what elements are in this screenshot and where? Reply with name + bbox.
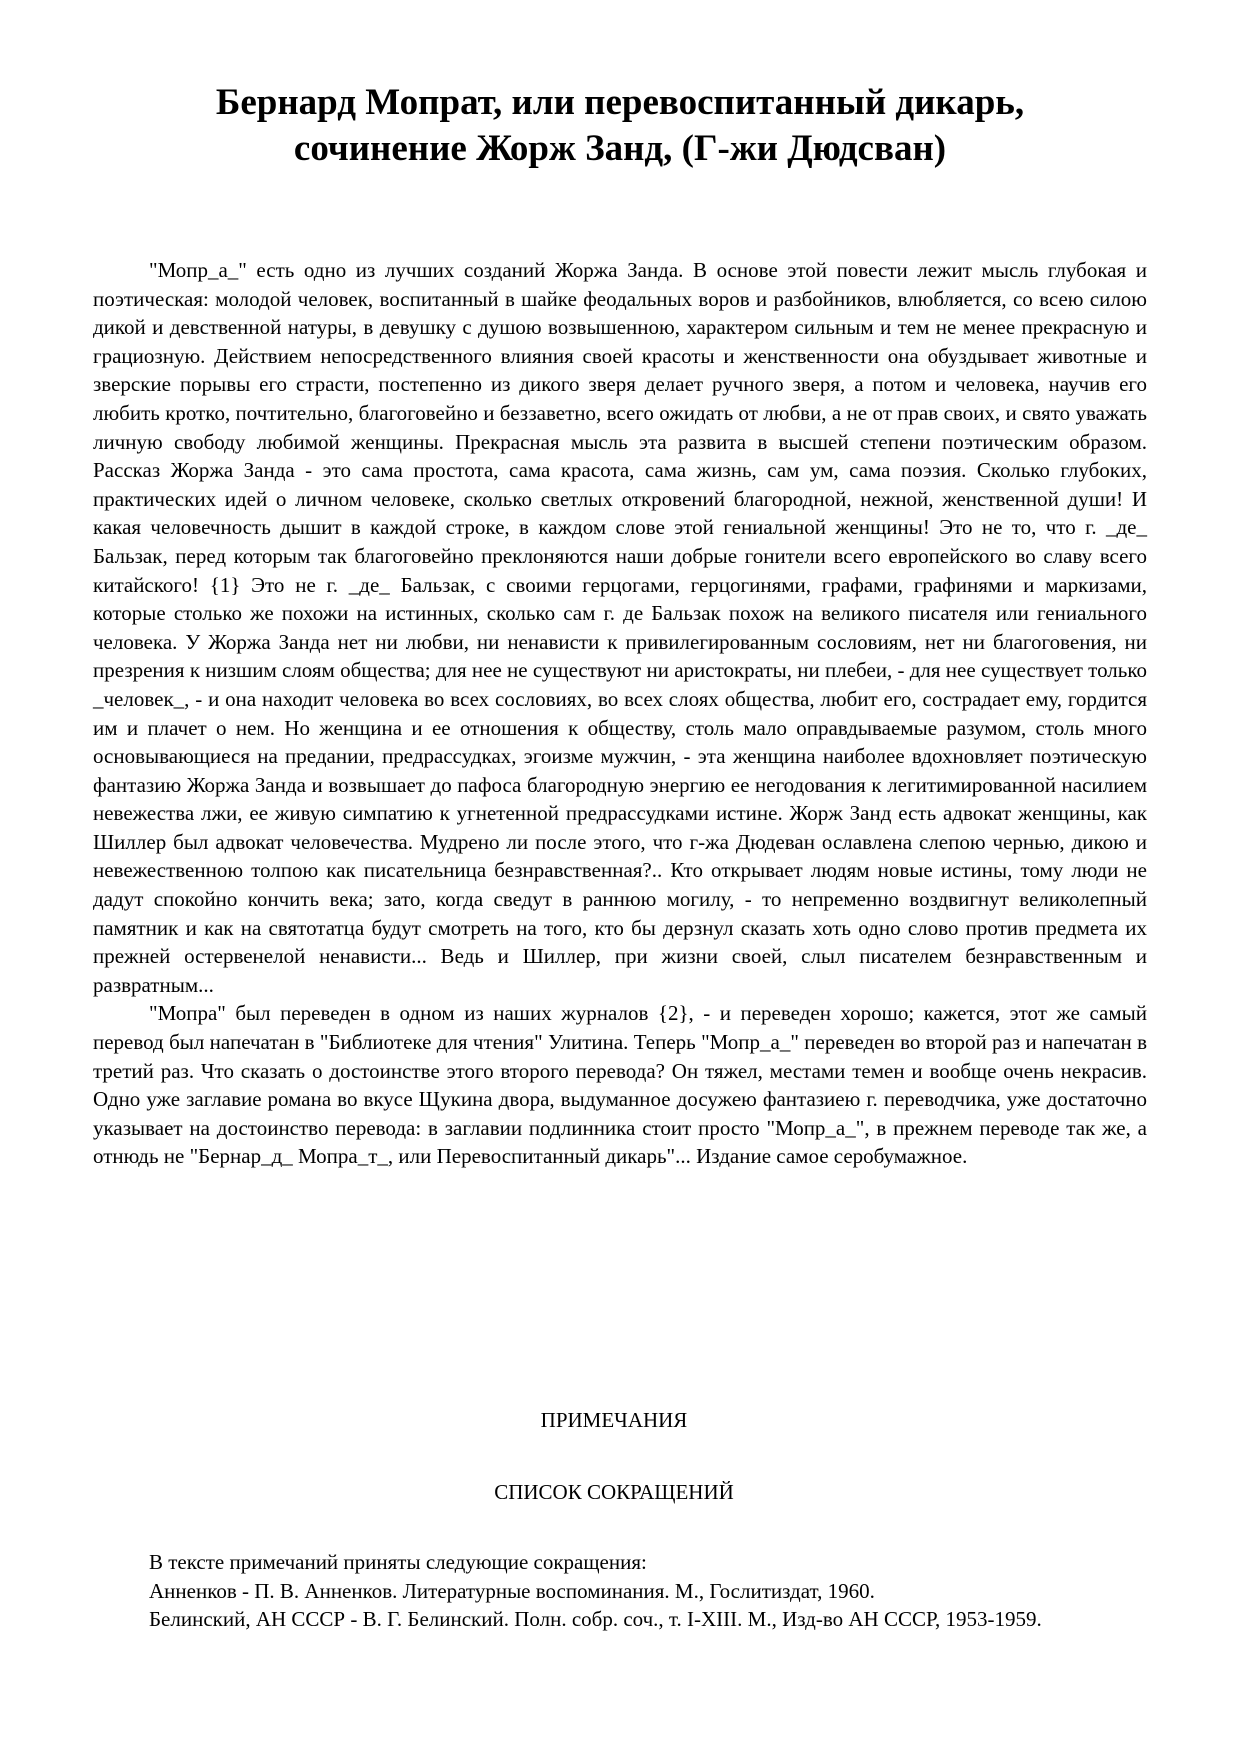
- title-line-2: сочинение Жорж Занд, (Г-жи Дюдсван): [293, 128, 947, 169]
- abbreviations-heading: СПИСОК СОКРАЩЕНИЙ: [494, 1480, 734, 1504]
- page-title: [93, 80, 1147, 172]
- abbreviations-list: [93, 1548, 1147, 1634]
- article-body: [93, 256, 1147, 1171]
- title-line-1: Бернард Мопрат, или перевоспитанный дикарь,: [215, 82, 1025, 123]
- abbreviation-item: Анненков - П. В. Анненков. Литературные воспоминания. М., Гослитиздат, 1960.: [149, 1578, 875, 1603]
- notes-heading: ПРИМЕЧАНИЯ: [540, 1408, 688, 1432]
- body-paragraph-2: "Мопра" был переведен в одном из наших журналов {2}, - и переведен хорошо; кажется, этот же самый перевод был напечатан в "Библиотеке для чтения" Улитина. Теперь "Мопр_а_" переведен во второй раз и напечатан в третий раз. Что сказать о достоинстве этого второго перевода? Он тяжел, местами темен и вообще очень некрасив. Одно уже заглавие романа во вкусе Щукина двора, выдуманное досужею фантазиею г. переводчика, уже достаточно указывает на достоинство перевода: в заглавии подлинника стоит просто "Мопр_а_", в прежнем переводе так же, а отнюдь не "Бернар_д_ Мопра_т_, или Перевоспитанный дикарь"... Издание самое серобумажное.: [93, 1001, 1147, 1169]
- abbreviation-item: Белинский, АН СССР - В. Г. Белинский. Полн. собр. соч., т. I-XIII. М., Изд-во АН СССР, 1953-1959.: [149, 1607, 1042, 1632]
- body-paragraph-1: "Мопр_а_" есть одно из лучших созданий Жоржа Занда. В основе этой повести лежит мысль глубокая и поэтическая: молодой человек, воспитанный в шайке феодальных воров и разбойников, влюбляется, со всею силою дикой и девственной натуры, в девушку с душою возвышенною, характером сильным и тем не менее прекрасную и грациозную. Действием непосредственного влияния своей красоты и женственности она обуздывает животные и зверские порывы его страсти, постепенно из дикого зверя делает ручного зверя, а потом и человека, научив его любить кротко, почтительно, благоговейно и беззаветно, всего ожидать от любви, а не от прав своих, и свято уважать личную свободу любимой женщины. Прекрасная мысль эта развита в высшей степени поэтическим образом. Рассказ Жоржа Занда - это сама простота, сама красота, сама жизнь, сам ум, сама поэзия. Сколько глубоких, практических идей о личном человеке, сколько светлых откровений благородной, нежной, женственной души! И какая человечность дышит в каждой строке, в каждом слове этой гениальной женщины! Это не то, что г. _де_ Бальзак, перед которым так благоговейно преклоняются наши добрые гонители всего европейского во славу всего китайского! {1} Это не г. _де_ Бальзак, с своими герцогами, герцогинями, графами, графинями и маркизами, которые столько же похожи на истинных, сколько сам г. де Бальзак похож на великого писателя или гениального человека. У Жоржа Занда нет ни любви, ни ненависти к привилегированным сословиям, нет ни благоговения, ни презрения к низшим слоям общества; для нее не существуют ни аристократы, ни плебеи, - для нее существует только _человек_, - и она находит человека во всех сословиях, во всех слоях общества, любит его, сострадает ему, гордится им и плачет о нем. Но женщина и ее отношения к обществу, столь мало оправдываемые разумом, столь много основывающиеся на предании, предрассудках, эгоизме мужчин, - эта женщина наиболее вдохновляет поэтическую фантазию Жоржа Занда и возвышает до пафоса благородную энергию ее негодования к легитимированной насилием невежества лжи, ее живую симпатию к угнетенной предрассудками истине. Жорж Занд есть адвокат женщины, как Шиллер был адвокат человечества. Мудрено ли после этого, что г-жа Дюдеван ославлена слепою чернью, дикою и невежественною толпою как писательница безнравственная?.. Кто открывает людям новые истины, тому люди не дадут спокойно кончить века; зато, когда сведут в раннюю могилу, - то непременно воздвигнут великолепный памятник и как на святотатца будут смотреть на того, кто бы дерзнул сказать хоть одно слово против предмета их прежней остервенелой ненависти... Ведь и Шиллер, при жизни своей, слыл писателем безнравственным и развратным...: [93, 258, 1147, 997]
- abbreviations-intro: В тексте примечаний приняты следующие сокращения:: [149, 1550, 647, 1574]
